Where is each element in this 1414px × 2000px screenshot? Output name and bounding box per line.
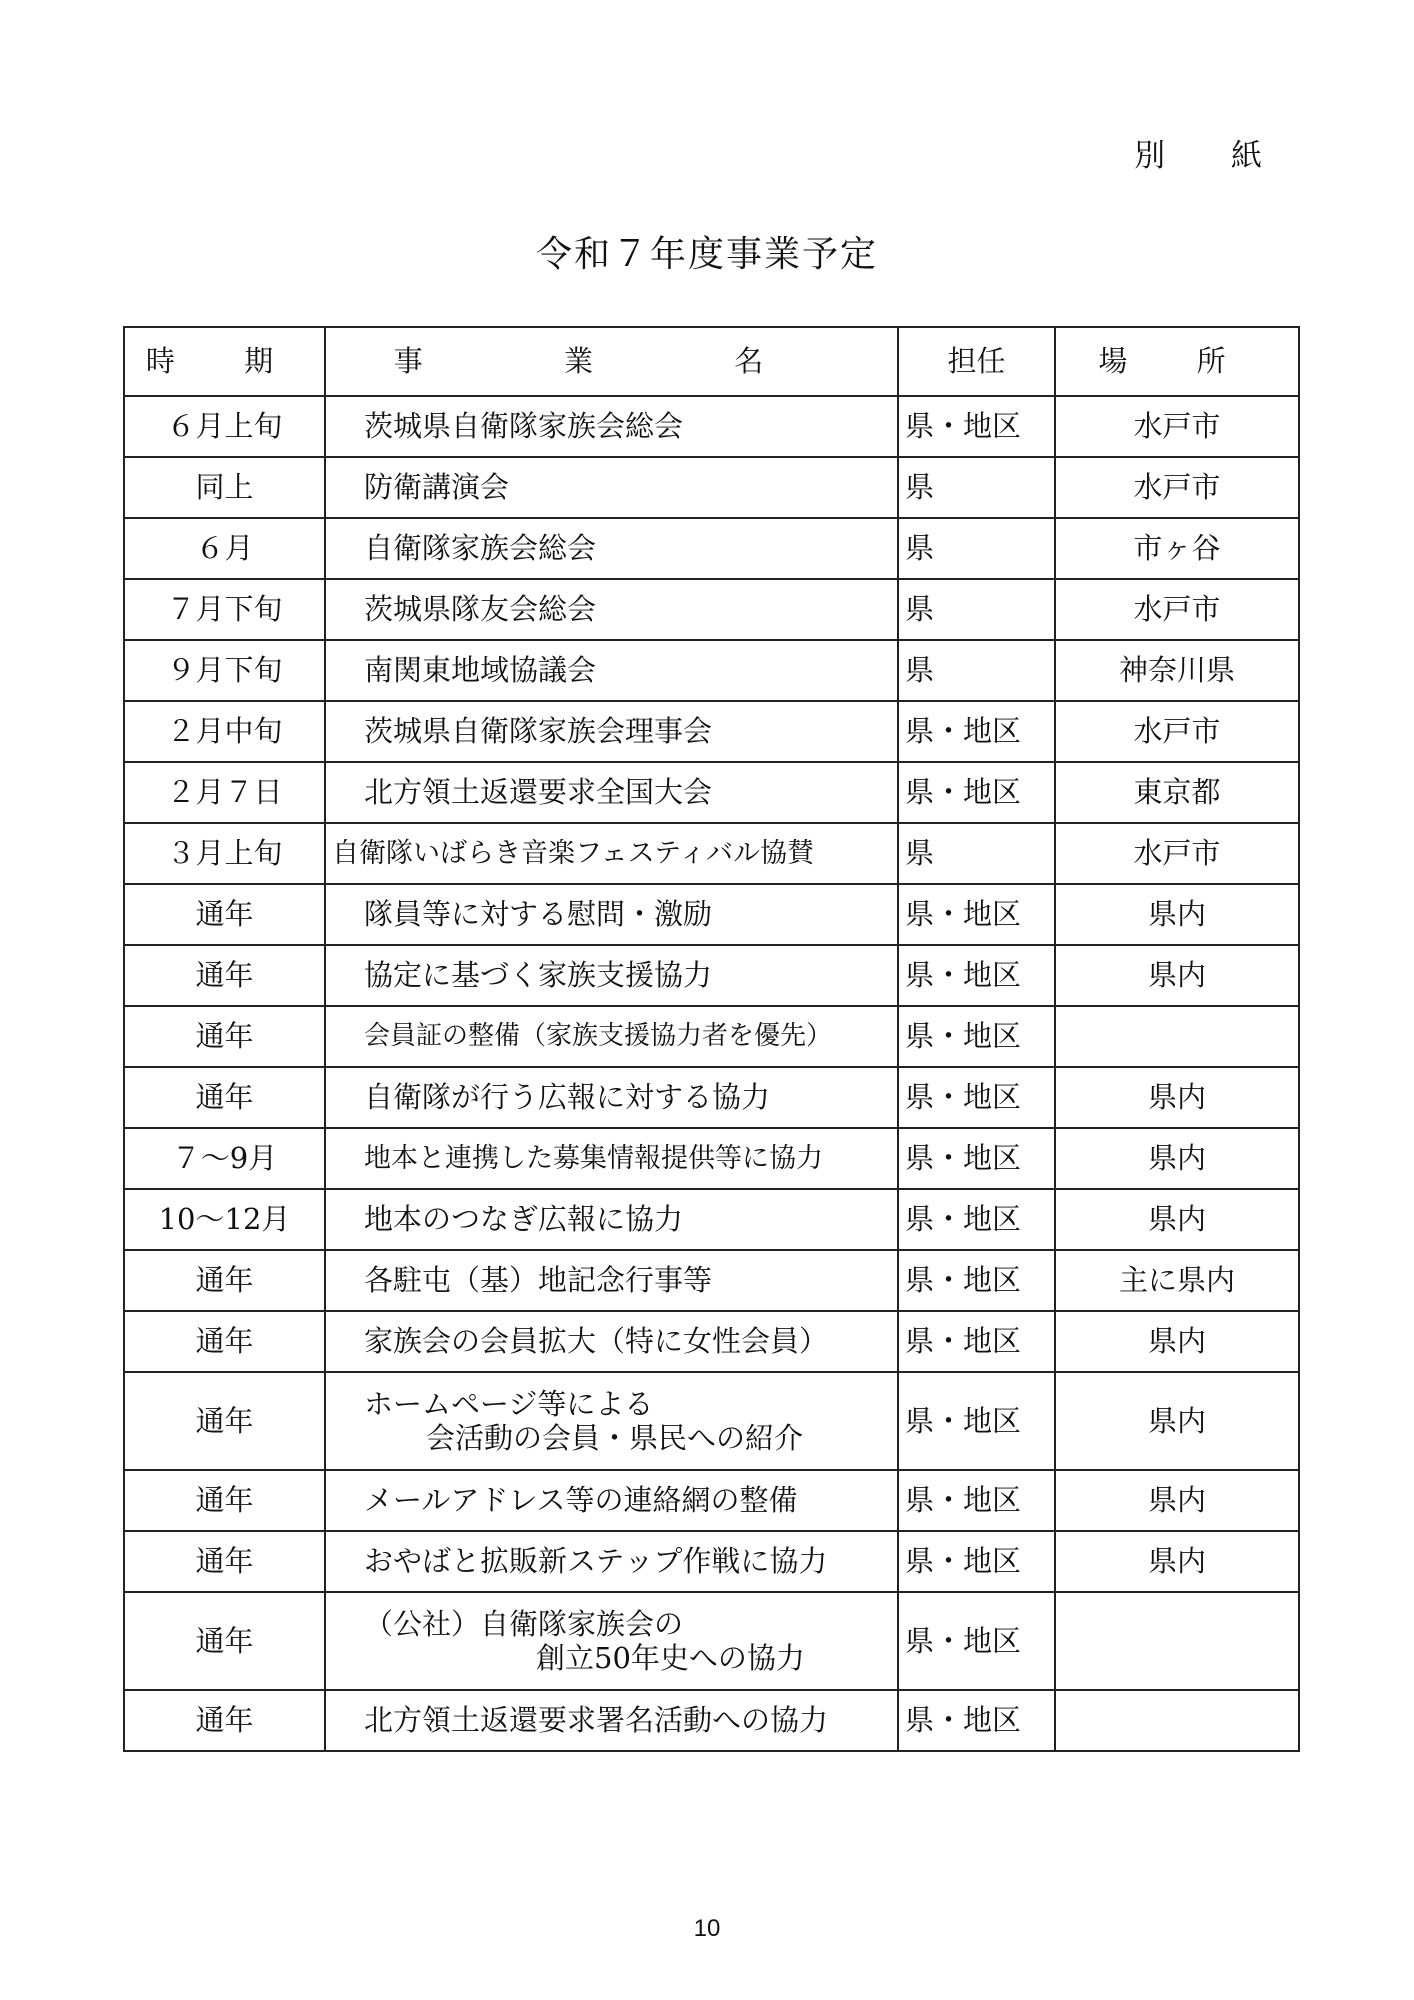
page-title: 令和７年度事業予定 bbox=[535, 234, 878, 275]
cell-place: 水戸市 bbox=[1055, 396, 1299, 457]
table-row bbox=[124, 518, 1299, 579]
cell-name: 茨城県自衛隊家族会総会 bbox=[325, 396, 898, 457]
cell-name: 茨城県隊友会総会 bbox=[325, 579, 898, 640]
cell-period: ２月中旬 bbox=[124, 701, 325, 762]
cell-name-line2: 創立50年史への協力 bbox=[536, 1641, 805, 1675]
cell-name: 防衛講演会 bbox=[325, 457, 898, 518]
cell-period: ３月上旬 bbox=[124, 823, 325, 884]
cell-place: 県内 bbox=[1055, 1128, 1299, 1189]
cell-charge: 県・地区 bbox=[898, 1690, 1055, 1751]
cell-name: 茨城県自衛隊家族会理事会 bbox=[325, 701, 898, 762]
header-name: 事 業 名 bbox=[325, 327, 898, 396]
cell-charge: 県・地区 bbox=[898, 1372, 1055, 1470]
table-row bbox=[124, 1372, 1299, 1470]
cell-name: 会員証の整備（家族支援協力者を優先） bbox=[325, 1006, 898, 1067]
cell-period: 同上 bbox=[124, 457, 325, 518]
header-period: 時 期 bbox=[124, 327, 325, 396]
cell-name: 南関東地域協議会 bbox=[325, 640, 898, 701]
cell-charge: 県・地区 bbox=[898, 1128, 1055, 1189]
header-charge: 担任 bbox=[898, 327, 1055, 396]
cell-charge: 県・地区 bbox=[898, 701, 1055, 762]
cell-charge: 県 bbox=[898, 823, 1055, 884]
cell-name: 地本のつなぎ広報に協力 bbox=[325, 1189, 898, 1250]
cell-place: 県内 bbox=[1055, 1531, 1299, 1592]
cell-name: 地本と連携した募集情報提供等に協力 bbox=[325, 1128, 898, 1189]
cell-place: 水戸市 bbox=[1055, 457, 1299, 518]
cell-period: 通年 bbox=[124, 1690, 325, 1751]
cell-place: 県内 bbox=[1055, 1189, 1299, 1250]
attachment-label: 別 紙 bbox=[1134, 138, 1290, 174]
cell-place bbox=[1055, 1006, 1299, 1067]
cell-period: 通年 bbox=[124, 945, 325, 1006]
cell-place: 県内 bbox=[1055, 1470, 1299, 1531]
table-row bbox=[124, 1067, 1299, 1128]
cell-period: 通年 bbox=[124, 1250, 325, 1311]
cell-period: ６月上旬 bbox=[124, 396, 325, 457]
cell-charge: 県 bbox=[898, 518, 1055, 579]
cell-name: 協定に基づく家族支援協力 bbox=[325, 945, 898, 1006]
table-row bbox=[124, 945, 1299, 1006]
cell-place: 水戸市 bbox=[1055, 823, 1299, 884]
cell-name-line2: 会活動の会員・県民への紹介 bbox=[426, 1421, 804, 1455]
cell-charge: 県・地区 bbox=[898, 1531, 1055, 1592]
table-row bbox=[124, 1006, 1299, 1067]
cell-place: 神奈川県 bbox=[1055, 640, 1299, 701]
table-row bbox=[124, 1250, 1299, 1311]
table-row bbox=[124, 579, 1299, 640]
cell-period: 通年 bbox=[124, 1006, 325, 1067]
table-row bbox=[124, 1690, 1299, 1751]
cell-name: 自衛隊が行う広報に対する協力 bbox=[325, 1067, 898, 1128]
cell-name: おやばと拡販新ステップ作戦に協力 bbox=[325, 1531, 898, 1592]
cell-name: 北方領土返還要求全国大会 bbox=[325, 762, 898, 823]
table-row bbox=[124, 1311, 1299, 1372]
cell-period: ６月 bbox=[124, 518, 325, 579]
cell-period: ７月下旬 bbox=[124, 579, 325, 640]
cell-place: 県内 bbox=[1055, 945, 1299, 1006]
schedule-table bbox=[123, 326, 1300, 1752]
cell-name: 北方領土返還要求署名活動への協力 bbox=[325, 1690, 898, 1751]
cell-period: 10～12月 bbox=[124, 1189, 325, 1250]
cell-period: ７～9月 bbox=[124, 1128, 325, 1189]
cell-charge: 県・地区 bbox=[898, 762, 1055, 823]
cell-charge: 県・地区 bbox=[898, 1311, 1055, 1372]
table-row bbox=[124, 823, 1299, 884]
cell-name-line1: （公社）自衛隊家族会の bbox=[364, 1606, 684, 1641]
cell-place bbox=[1055, 1690, 1299, 1751]
cell-charge: 県・地区 bbox=[898, 1250, 1055, 1311]
cell-name: 自衛隊いばらき音楽フェスティバル協賛 bbox=[325, 823, 898, 884]
table-row bbox=[124, 701, 1299, 762]
cell-period: 通年 bbox=[124, 1067, 325, 1128]
cell-charge: 県・地区 bbox=[898, 396, 1055, 457]
cell-name: 各駐屯（基）地記念行事等 bbox=[325, 1250, 898, 1311]
cell-name: 家族会の会員拡大（特に女性会員） bbox=[325, 1311, 898, 1372]
table-row bbox=[124, 1189, 1299, 1250]
cell-period: ２月７日 bbox=[124, 762, 325, 823]
cell-place: 県内 bbox=[1055, 1311, 1299, 1372]
table-row bbox=[124, 640, 1299, 701]
table-row bbox=[124, 762, 1299, 823]
table-row bbox=[124, 884, 1299, 945]
cell-place: 水戸市 bbox=[1055, 579, 1299, 640]
table-row bbox=[124, 1470, 1299, 1531]
cell-period: 通年 bbox=[124, 884, 325, 945]
cell-place: 市ヶ谷 bbox=[1055, 518, 1299, 579]
cell-period: 通年 bbox=[124, 1470, 325, 1531]
cell-place: 県内 bbox=[1055, 1372, 1299, 1470]
cell-place: 県内 bbox=[1055, 884, 1299, 945]
cell-charge: 県・地区 bbox=[898, 884, 1055, 945]
cell-charge: 県・地区 bbox=[898, 1592, 1055, 1690]
cell-place: 東京都 bbox=[1055, 762, 1299, 823]
table-row bbox=[124, 396, 1299, 457]
cell-place: 県内 bbox=[1055, 1067, 1299, 1128]
cell-name: 自衛隊家族会総会 bbox=[325, 518, 898, 579]
cell-name bbox=[325, 1372, 898, 1470]
page-number: 10 bbox=[693, 1915, 721, 1942]
table-row bbox=[124, 457, 1299, 518]
cell-charge: 県・地区 bbox=[898, 1189, 1055, 1250]
cell-name: メールアドレス等の連絡網の整備 bbox=[325, 1470, 898, 1531]
cell-charge: 県・地区 bbox=[898, 1067, 1055, 1128]
cell-period: 通年 bbox=[124, 1531, 325, 1592]
header-place: 場 所 bbox=[1055, 327, 1299, 396]
cell-period: ９月下旬 bbox=[124, 640, 325, 701]
cell-charge: 県 bbox=[898, 457, 1055, 518]
cell-place: 水戸市 bbox=[1055, 701, 1299, 762]
cell-charge: 県・地区 bbox=[898, 1470, 1055, 1531]
cell-charge: 県・地区 bbox=[898, 945, 1055, 1006]
cell-period: 通年 bbox=[124, 1372, 325, 1470]
cell-period: 通年 bbox=[124, 1311, 325, 1372]
cell-place bbox=[1055, 1592, 1299, 1690]
table-row bbox=[124, 1531, 1299, 1592]
cell-charge: 県 bbox=[898, 579, 1055, 640]
cell-period: 通年 bbox=[124, 1592, 325, 1690]
cell-charge: 県・地区 bbox=[898, 1006, 1055, 1067]
table-row bbox=[124, 1128, 1299, 1189]
cell-name-line1: ホームページ等による bbox=[364, 1386, 654, 1421]
cell-name bbox=[325, 1592, 898, 1690]
cell-place: 主に県内 bbox=[1055, 1250, 1299, 1311]
cell-name: 隊員等に対する慰問・激励 bbox=[325, 884, 898, 945]
table-header-row bbox=[124, 327, 1299, 396]
cell-charge: 県 bbox=[898, 640, 1055, 701]
table-row bbox=[124, 1592, 1299, 1690]
